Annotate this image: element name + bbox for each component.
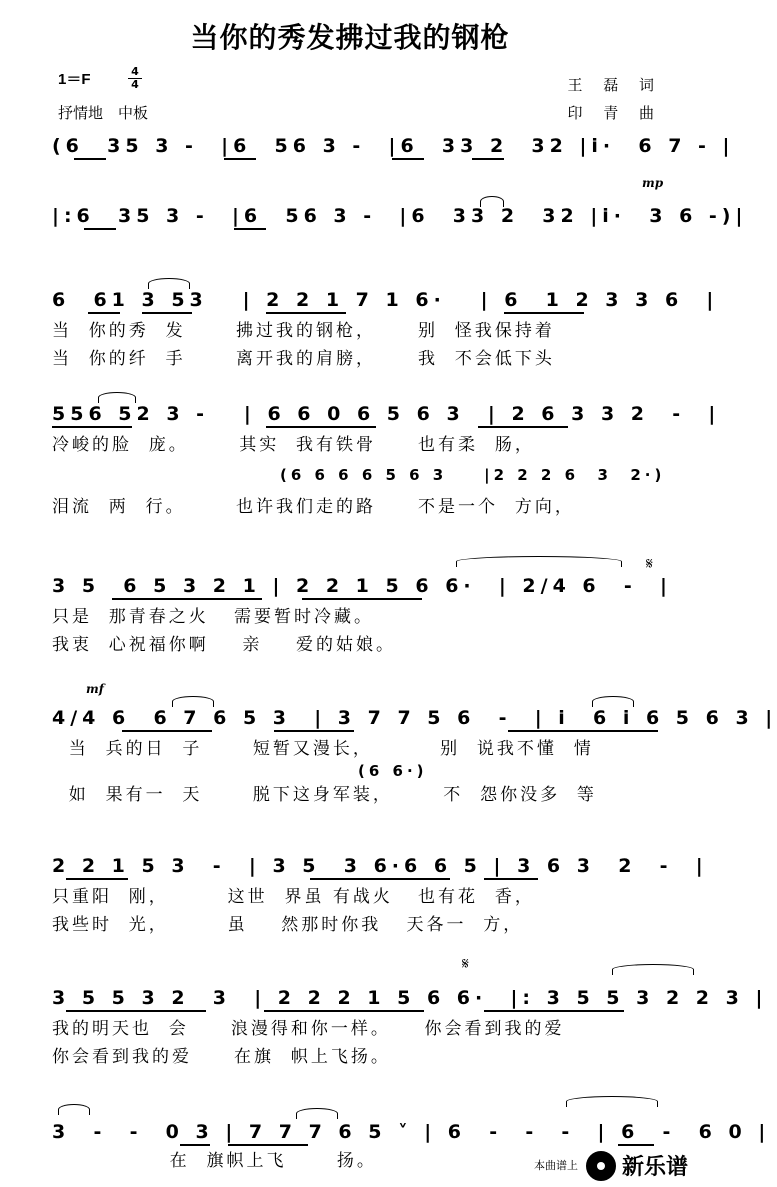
time-signature xyxy=(128,66,142,91)
alternate-notes: (6 6 6 6 5 6 3 |2 2 2 6 3 2·) xyxy=(280,466,666,484)
lyric-verse-2: 泪流 两 行。 也许我们走的路 不是一个 方向， xyxy=(52,497,575,517)
lyric-verse-1: 当 你的秀 发 拂过我的钢枪， 别 怪我保持着 xyxy=(52,321,555,341)
notes-line: 556 52 3 - | 6 6 0 6 5 6 3 | 2 6 3 3 2 - | xyxy=(52,403,721,425)
dynamic-marking: mf xyxy=(86,682,104,696)
notes-line: 6 61 3 53 | 2 2 1 7 1 6· | 6 1 2 3 3 6 | xyxy=(52,289,719,311)
segno-sign: 𝄋 xyxy=(646,554,653,573)
lyric-verse-2: 我些时 光， 虽 然那时你我 天各一 方， xyxy=(52,915,524,935)
alternate-notes: (6 6·) xyxy=(358,762,428,780)
segno-sign: 𝄋 xyxy=(462,954,469,973)
lyric-verse-1: 我的明天也 会 浪漫得和你一样。 你会看到我的爱 xyxy=(52,1019,565,1039)
time-signature-bottom: 4 xyxy=(131,78,139,91)
site-logo[interactable] xyxy=(586,1150,688,1181)
notes-line: 2 2 1 5 3 - | 3 5 3 6·6 6 5 | 3 6 3 2 - | xyxy=(52,855,708,877)
lyric-verse-1: 只是 那青春之火 需要暂时冷藏。 xyxy=(52,607,375,627)
key-signature: 1＝F xyxy=(58,71,91,88)
tempo-marking: 抒情地 中板 xyxy=(58,104,149,122)
logo-text: 新乐谱 xyxy=(621,1155,688,1180)
notes-line: 4/4 6 6 7 6 5 3 | 3 7 7 5 6 - | i 6 i 6 5 6 3 | xyxy=(52,707,777,729)
composer-credit: 印 青 曲 xyxy=(567,104,662,122)
lyricist-credit: 王 磊 词 xyxy=(567,76,662,94)
notes-line: 3 5 6 5 3 2 1 | 2 2 1 5 6 6· | 2/4 6 - | xyxy=(52,575,672,597)
lyric-verse-1: 只重阳 刚， 这世 界虽 有战火 也有花 香， xyxy=(52,887,535,907)
notes-line: 3 5 5 3 2 3 | 2 2 2 1 5 6 6· |: 3 5 5 3 2 2 3 | xyxy=(52,987,768,1009)
time-signature-top: 4 xyxy=(128,66,142,79)
lyric-verse-2: 当 你的纤 手 离开我的肩膀， 我 不会低下头 xyxy=(52,349,555,369)
lyric-verse-2: 如 果有一 天 脱下这身军装， 不 怨你没多 等 xyxy=(52,785,597,805)
notes-line: (6 35 3 - |6 56 3 - |6 33 2 32 |i· 6 7 - | xyxy=(52,135,735,157)
lyric-verse-1: 冷峻的脸 庞。 其实 我有铁骨 也有柔 肠， xyxy=(52,435,535,455)
lyric-verse-1: 在 旗帜上飞 扬。 xyxy=(52,1151,377,1171)
lyric-verse-1: 当 兵的日 子 短暂又漫长， 别 说我不懂 情 xyxy=(52,739,594,759)
footer-note: 本曲谱上 xyxy=(534,1159,578,1172)
vinyl-disc-icon xyxy=(586,1151,616,1181)
notes-line: 3 - - 0 3 | 7 7 7 6 5 ˅ | 6 - - - | 6 - 6 0 | xyxy=(52,1121,771,1143)
lyric-verse-2: 你会看到我的爱 在旗 帜上飞扬。 xyxy=(52,1047,391,1067)
lyric-verse-2: 我衷 心祝福你啊 亲 爱的姑娘。 xyxy=(52,635,397,655)
page-title: 当你的秀发拂过我的钢枪 xyxy=(190,21,510,54)
dynamic-marking: mp xyxy=(642,176,664,190)
notes-line: |:6 35 3 - |6 56 3 - |6 33 2 32 |i· 3 6 -)| xyxy=(52,205,748,227)
